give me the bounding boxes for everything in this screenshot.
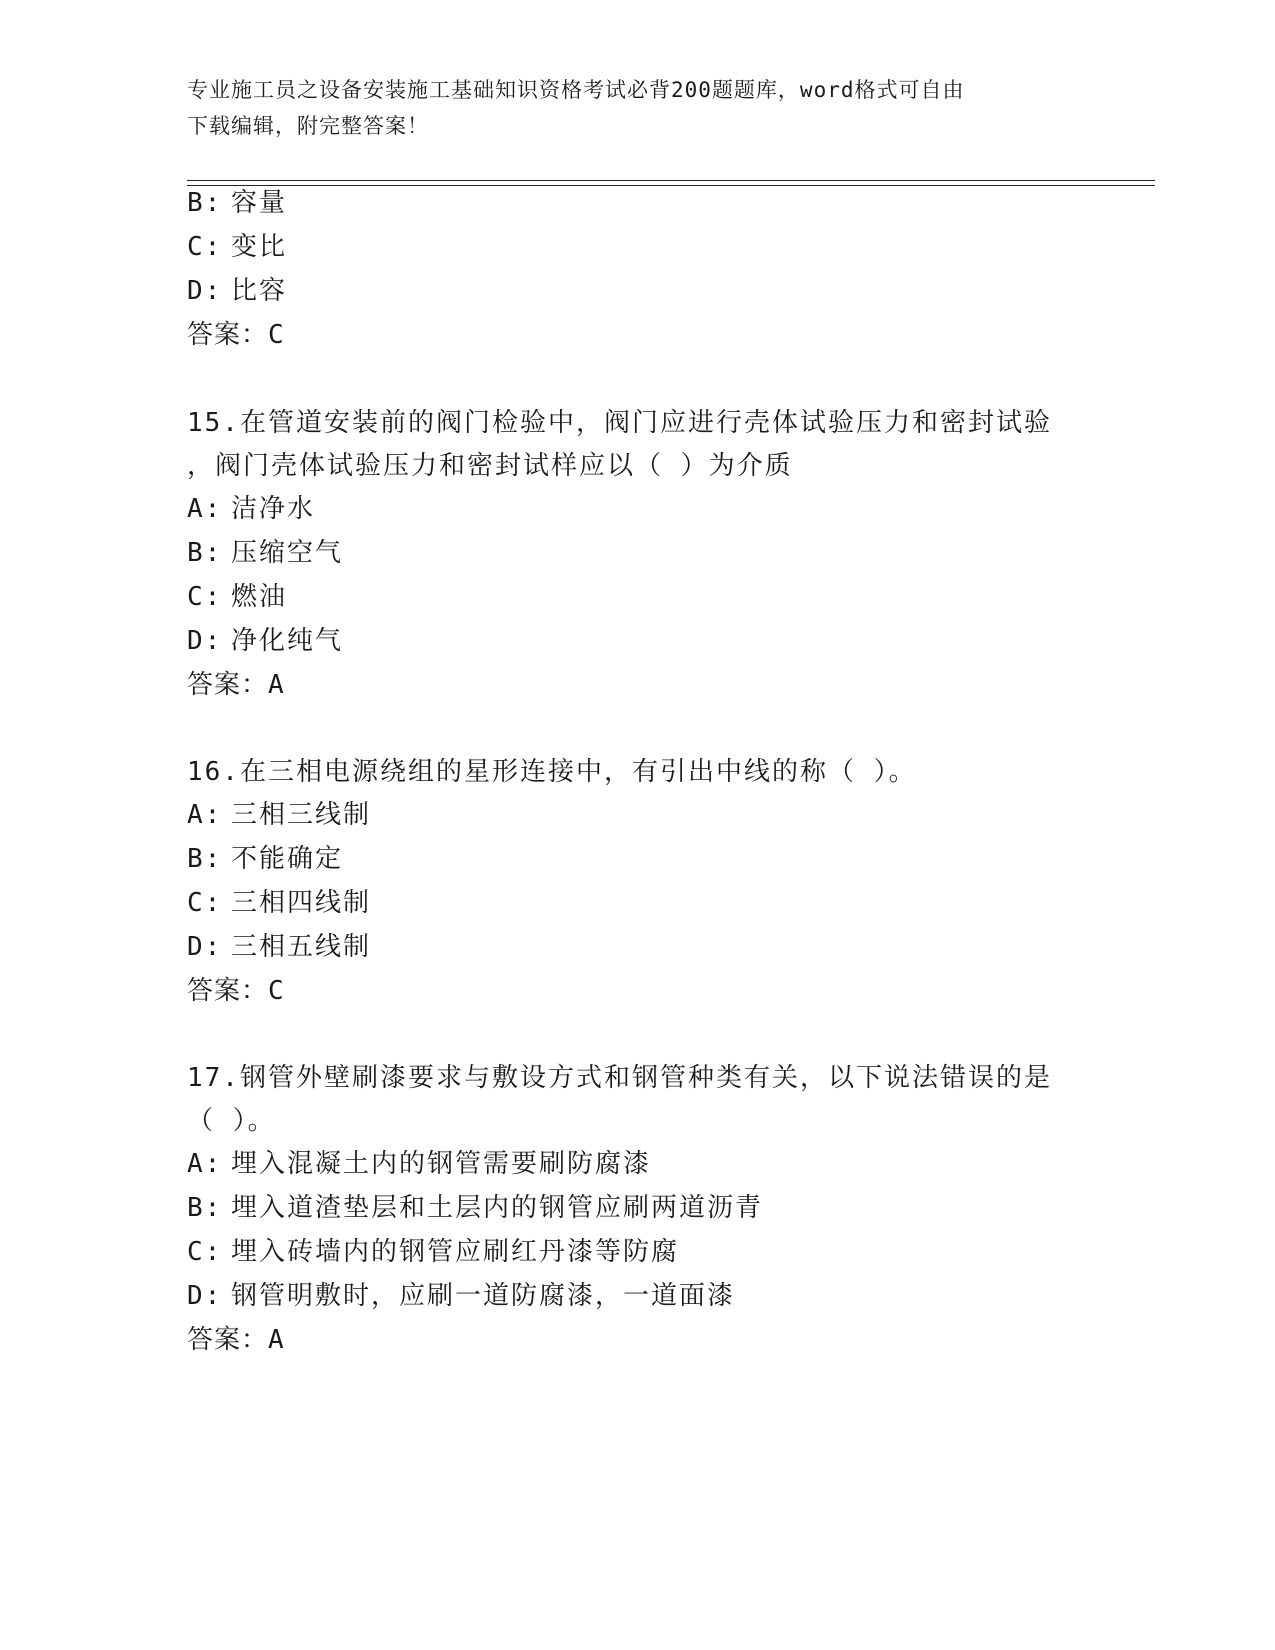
option-key: B: <box>187 844 223 874</box>
option-key: D: <box>187 932 223 962</box>
header-divider-bottom <box>187 185 1155 186</box>
q16-answer <box>187 974 286 1008</box>
q16-option-b <box>187 842 343 876</box>
prev-option-b <box>187 186 287 220</box>
option-text: 三相三线制 <box>231 800 372 830</box>
q16-option-a <box>187 798 371 832</box>
option-text: 洁净水 <box>231 494 316 524</box>
option-text: 压缩空气 <box>231 538 344 568</box>
option-key: C: <box>187 1237 223 1267</box>
document-header <box>187 72 1067 144</box>
q17-option-a <box>187 1147 651 1181</box>
q17-answer <box>187 1323 286 1357</box>
answer-value: A <box>268 670 286 700</box>
q15-stem-line-1: 15.在管道安装前的阀门检验中，阀门应进行壳体试验压力和密封试验 <box>187 408 1052 438</box>
header-title-line-1: 专业施工员之设备安装施工基础知识资格考试必背200题题库，word格式可自由 <box>187 78 965 102</box>
q16-option-c <box>187 886 371 920</box>
option-key: D: <box>187 626 223 656</box>
answer-value: C <box>268 320 286 350</box>
answer-value: A <box>268 1325 286 1355</box>
q17-option-b <box>187 1191 763 1225</box>
q16-option-d <box>187 930 371 964</box>
option-key: C: <box>187 582 223 612</box>
q15-option-b <box>187 536 343 570</box>
option-key: C: <box>187 888 223 918</box>
option-text: 不能确定 <box>231 844 344 874</box>
q15-option-d <box>187 624 343 658</box>
answer-label: 答案： <box>187 320 269 350</box>
option-key: D: <box>187 276 223 306</box>
q17-stem-line-1: 17.钢管外壁刷漆要求与敷设方式和钢管种类有关，以下说法错误的是 <box>187 1063 1052 1093</box>
option-text: 变比 <box>231 232 288 262</box>
header-divider-top <box>187 180 1155 181</box>
answer-label: 答案： <box>187 1325 269 1355</box>
q15-option-a <box>187 492 315 526</box>
option-text: 埋入混凝土内的钢管需要刷防腐漆 <box>231 1149 652 1179</box>
option-text: 容量 <box>231 188 288 218</box>
option-text: 比容 <box>231 276 288 306</box>
prev-option-d <box>187 274 287 308</box>
option-text: 埋入道渣垫层和土层内的钢管应刷两道沥青 <box>231 1193 764 1223</box>
option-text: 燃油 <box>231 582 288 612</box>
option-text: 三相四线制 <box>231 888 372 918</box>
q15-answer <box>187 668 286 702</box>
prev-option-c <box>187 230 287 264</box>
option-key: B: <box>187 188 223 218</box>
q17-stem-line-2: （ ）。 <box>187 1106 276 1136</box>
q16-stem-line-1: 16.在三相电源绕组的星形连接中，有引出中线的称（ ）。 <box>187 757 917 787</box>
q17-option-d <box>187 1279 735 1313</box>
option-text: 埋入砖墙内的钢管应刷红丹漆等防腐 <box>231 1237 680 1267</box>
q17-option-c <box>187 1235 679 1269</box>
option-key: D: <box>187 1281 223 1311</box>
header-title-line-2: 下载编辑，附完整答案！ <box>187 114 429 138</box>
q15-option-c <box>187 580 287 614</box>
answer-label: 答案： <box>187 976 269 1006</box>
option-key: A: <box>187 1149 223 1179</box>
answer-value: C <box>268 976 286 1006</box>
option-text: 净化纯气 <box>231 626 344 656</box>
option-key: A: <box>187 800 223 830</box>
option-text: 三相五线制 <box>231 932 372 962</box>
option-text: 钢管明敷时，应刷一道防腐漆，一道面漆 <box>231 1281 736 1311</box>
option-key: B: <box>187 538 223 568</box>
prev-answer <box>187 318 286 352</box>
option-key: C: <box>187 232 223 262</box>
q15-stem-line-2: ，阀门壳体试验压力和密封试样应以（ ）为介质 <box>187 451 793 481</box>
option-key: A: <box>187 494 223 524</box>
answer-label: 答案： <box>187 670 269 700</box>
option-key: B: <box>187 1193 223 1223</box>
